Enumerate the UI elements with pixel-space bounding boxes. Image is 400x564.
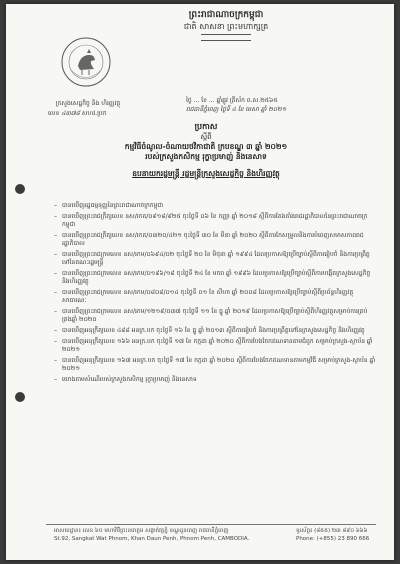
list-item: – បានឃើញព្រះរាជក្រឹត្យលេខ នស/រកត/០៣២០/៤២១ ចុះថ្ងៃទី ៣០ ខែ មីនា ឆ្នាំ ២០២០ ស្តីពីការកែសម្រួលនិងការបំពេញសមាសភាពរាជរដ្ឋាភិបាល bbox=[54, 232, 376, 248]
list-item: – បានឃើញព្រះរាជក្រឹត្យលេខ នស/រកត/០៩១៨/៩២៥ ចុះថ្ងៃទី ០៦ ខែ កញ្ញា ឆ្នាំ ២០១៨ ស្តីពីការតែងតាំងរាជរដ្ឋាភិបាលនៃព្រះរាជាណាចក្រកម្ពុជា bbox=[54, 213, 376, 229]
list-item: – បានឃើញអនុក្រឹត្យលេខ ១៦៧ អនក្រ.បក ចុះថ្ងៃទី ១៧ ខែ កក្កដា ឆ្នាំ ២០២០ ស្តីពីការបែងចែកឥណទានតាមកម្មវិធី សម្រាប់ក្រសួង-ស្ថាប័ន ឆ្នាំ ២០២១ bbox=[54, 357, 376, 373]
phone-en: Phone: (+855) 23 890 666 bbox=[296, 536, 370, 542]
address-kh: អាសយដ្ឋាន៖ លេខ ៦០ មហាវិថីព្រះនរោត្តម សង្កាត់វត្តភ្នំ ខណ្ឌដូនពេញ រាជធានីភ្នំពេញ bbox=[54, 528, 229, 534]
ministry-seal-icon bbox=[60, 36, 112, 88]
subject-line-1: កម្មវិធីចំណូល-ចំណាយថវិកាជាតិ ក្របខណ្ឌ ៣ ឆ្នាំ ២០២១ bbox=[124, 142, 288, 151]
national-motto: ជាតិ សាសនា ព្រះមហាក្សត្រ bbox=[183, 22, 269, 31]
doc-no-label: លេខ bbox=[48, 110, 60, 117]
lunar-date: ថ្ងៃ ... ខែ ... ឆ្នាំឆ្លូវ ត្រីស័ក ព.ស.២៥៦៥ bbox=[186, 97, 278, 104]
address-en: St.92, Sangkat Wat Phnom, Khan Daun Penh, Phnom Penh, CAMBODIA. bbox=[54, 536, 250, 542]
list-item: – បានឃើញរដ្ឋធម្មនុញ្ញនៃព្រះរាជាណាចក្រកម្ពុជា bbox=[54, 202, 376, 210]
national-header bbox=[156, 10, 296, 41]
kingdom-title: ព្រះរាជាណាចក្រកម្ពុជា bbox=[188, 10, 264, 20]
date-block bbox=[186, 96, 386, 114]
legal-basis-list bbox=[54, 202, 376, 386]
ministry-name: ក្រសួងសេដ្ឋកិច្ច និង ហិរញ្ញវត្ថុ bbox=[55, 100, 121, 107]
punch-hole bbox=[15, 392, 25, 402]
document-type: ប្រកាស bbox=[194, 122, 218, 131]
document-page bbox=[6, 4, 394, 560]
about-label: ស្តីពី bbox=[200, 133, 212, 141]
footer-divider bbox=[46, 524, 376, 525]
issuer-title: ឧបនាយករដ្ឋមន្ត្រី រដ្ឋមន្ត្រីក្រសួងសេដ្ឋកិច្ច និងហិរញ្ញវត្ថុ bbox=[132, 169, 280, 178]
punch-hole bbox=[15, 184, 25, 194]
list-item: – បានឃើញអនុក្រឹត្យលេខ ១៦៦ អនក្រ.បក ចុះថ្ងៃទី ១៧ ខែ កក្កដា ឆ្នាំ ២០២០ ស្តីពីការបែងចែកឥណទានតាមជំពូក សម្រាប់ក្រសួង-ស្ថាប័ន ឆ្នាំ ២០២១ bbox=[54, 338, 376, 354]
subject-line-2: របស់ក្រសួងកសិកម្ម រុក្ខាប្រមាញ់ និងនេសាទ bbox=[145, 152, 267, 161]
list-item: – យោងតាមសំណើរបស់ក្រសួងកសិកម្ម រុក្ខាប្រមាញ់ និងនេសាទ bbox=[54, 376, 376, 384]
list-item: – បានឃើញព្រះរាជក្រមលេខ នស/រកម/០១៩៦/១៨ ចុះថ្ងៃទី ២៤ ខែ មករា ឆ្នាំ ១៩៩៦ ដែលប្រកាសឱ្យប្រើច្បាប់ស្តីពីការបង្កើតក្រសួងសេដ្ឋកិច្ច និងហិរញ្ញវត្ថុ bbox=[54, 270, 376, 286]
issue-date: រាជធានីភ្នំពេញ ថ្ងៃទី ៤ ខែ មេសា ឆ្នាំ ២០២១ bbox=[186, 106, 287, 113]
footer-address bbox=[54, 527, 254, 543]
list-item: – បានឃើញព្រះរាជក្រមលេខ នស/រកម/១២១៩/០៣៧ ចុះថ្ងៃទី ១១ ខែ ធ្នូ ឆ្នាំ ២០១៩ ដែលប្រកាសឱ្យប្រើច្បាប់ស្តីពីហិរញ្ញវត្ថុសម្រាប់ការគ្រប់គ្រងឆ្នាំ ២០២០ bbox=[54, 308, 376, 324]
document-number bbox=[48, 110, 158, 118]
doc-no-value: ៤៣៧៨ bbox=[61, 110, 80, 117]
list-item: – បានឃើញព្រះរាជក្រមលេខ នស/រកម/០៦៩៤/០២ ចុះថ្ងៃទី ២០ ខែ មិថុនា ឆ្នាំ ១៩៩៤ ដែលប្រកាសឱ្យប្រើច្បាប់ស្តីពីការរៀបចំ និងការប្រព្រឹត្តទៅនៃគណៈរដ្ឋមន្ត្រី bbox=[54, 251, 376, 267]
ornament-divider bbox=[201, 34, 251, 41]
title-block bbox=[36, 122, 376, 179]
doc-no-suffix: សហវ.ប្រក bbox=[81, 110, 107, 117]
list-item: – បានឃើញអនុក្រឹត្យលេខ ៤៨៨ អនក្រ.បក ចុះថ្ងៃទី ១៦ ខែ ធ្នូ ឆ្នាំ ២០១៣ ស្តីពីការរៀបចំ និងការប្រព្រឹត្តទៅនៃក្រសួងសេដ្ឋកិច្ច និងហិរញ្ញវត្ថុ bbox=[54, 327, 376, 335]
phone-kh: ទូរស័ព្ទ៖ (៨៥៥) ២៣ ៨៩០ ៦៦៦ bbox=[296, 528, 368, 534]
list-item: – បានឃើញព្រះរាជក្រមលេខ នស/រកម/០៨០៨/០១៤ ចុះថ្ងៃទី ០១ ខែ សីហា ឆ្នាំ ២០០៨ ដែលប្រកាសឱ្យប្រើច្បាប់ស្តីពីប្រព័ន្ធហិរញ្ញវត្ថុសាធារណៈ bbox=[54, 289, 376, 305]
footer-phone bbox=[296, 527, 386, 543]
